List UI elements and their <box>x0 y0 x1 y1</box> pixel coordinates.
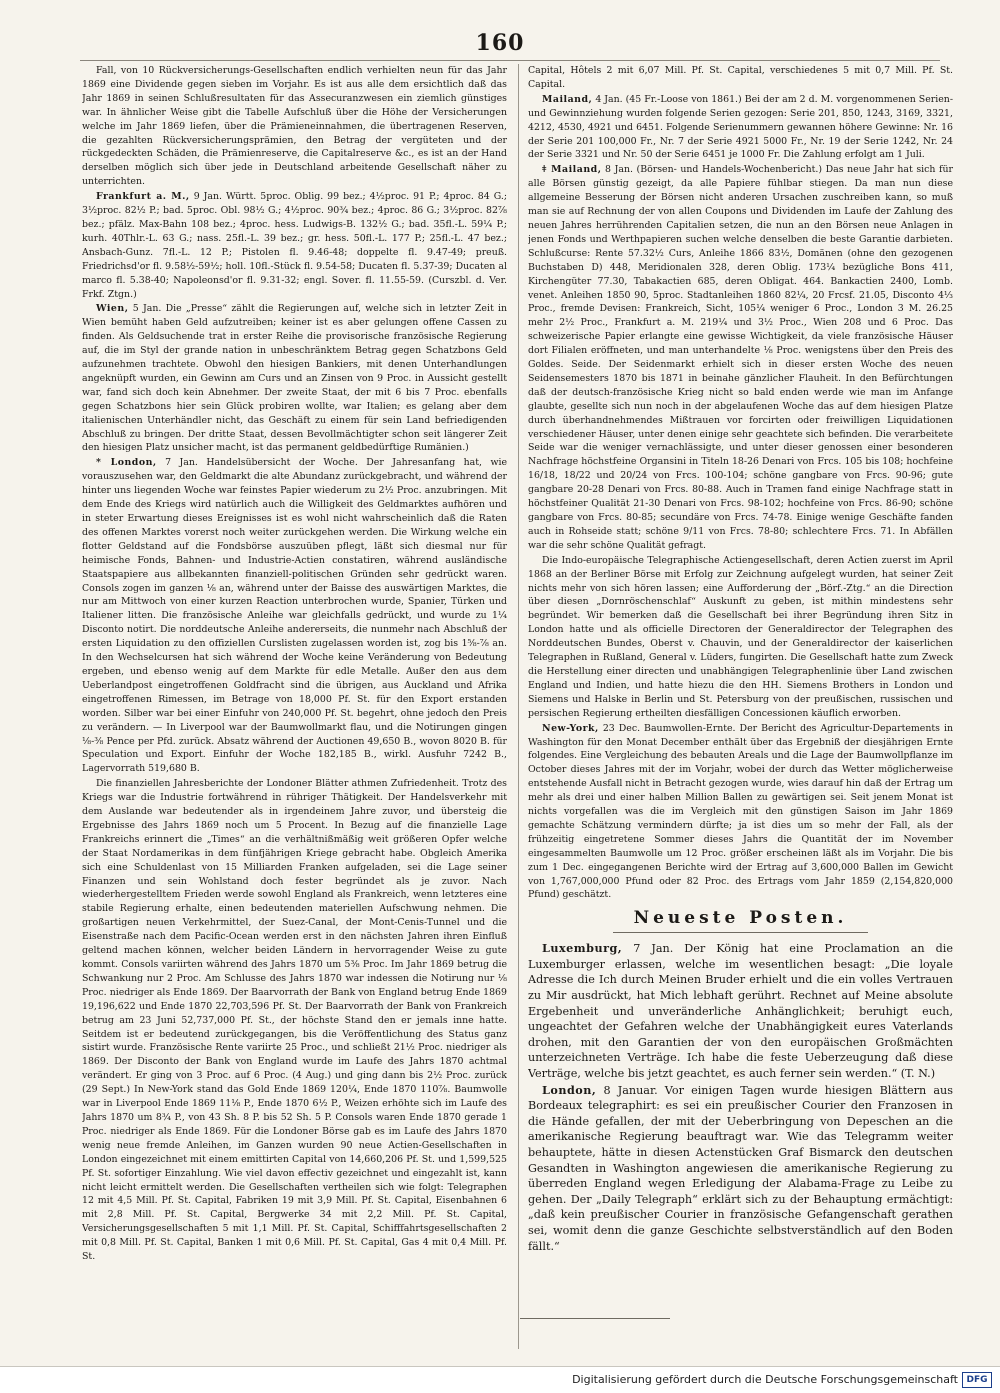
article-lead: ǂ Mailand, <box>542 164 602 176</box>
article-text: Capital, Hôtels 2 mit 6,07 Mill. Pf. St. Capital, verschiedenes 5 mit 0,7 Mill. Pf. St. Capital. <box>528 65 953 90</box>
article-paragraph <box>528 163 953 552</box>
article-text: 9 Jan. Württ. 5proc. Oblig. 99 bez.; 4½proc. 91 P.; 4proc. 84 G.; 3½proc. 82½ P.; bad. 5proc. Obl. 98½ G.; 4½proc. 90¾ bez.; 4proc. 86 G.; 3½proc. 82⅞ bez.; pfälz. Max-Bahn 108 bez.; 4proc. hess. Ludwigs-B. 132½ G.; bad. 35fl.-L. 59¼ P.; kurh. 40Thlr.-L. 63 G.; nass. 25fl.-L. 39 bez.; gr. hess. 50fl.-L. 177 P.; 25fl.-L. 47 bez.; Ansbach-Gunz. 7fl.-L. 12 P.; Pistolen fl. 9.46-48; doppelte fl. 9.47-49; preuß. Friedrichsd'or fl. 9.58½-59½; holl. 10fl.-Stück fl. 9.54-58; Ducaten fl. 5.37-39; Ducaten al marco fl. 5.38-40; Napoleonsd'or fl. 9.31-32; engl. Sover. fl. 11.55-59. (Curszbl. d. Ver. Frkf. Ztgn.) <box>82 191 507 300</box>
section-heading-text: Neueste Posten. <box>633 908 848 929</box>
news-paragraph <box>528 941 953 1081</box>
footer-credit: Digitalisierung gefördert durch die Deutsche Forschungsgemeinschaft <box>572 1373 958 1386</box>
article-paragraph <box>528 93 953 163</box>
article-paragraph <box>82 302 507 455</box>
news-lead: Luxemburg, <box>542 941 623 956</box>
article-paragraph <box>528 554 953 721</box>
article-lead: Frankfurt a. M., <box>96 191 190 203</box>
section-heading <box>528 908 953 933</box>
article-text: Die finanziellen Jahresberichte der Londoner Blätter athmen Zufriedenheit. Trotz des Kriegs war die Industrie fortwährend in rühriger Thätigkeit. Der Handelsverkehr mit dem Auslande war bedeutender als in irgendeinem Jahre zuvor, und übersteig die Ergebnisse des Jahrs 1869 noch um 5 Procent. In Bezug auf die finanzielle Lage Frankreichs erinnert die „Times“ an die verhältnißmäßig weit größeren Opfer welche der Staat Nordamerikas in dem fünfjährigen Kriege gebracht habe. Obgleich Amerika sich eine Schuldenlast von 15 Milliarden Franken aufgeladen, sei die Lage seiner Finanzen und sein Wohlstand doch fester begründet als je zuvor. Nach wiederhergestelltem Frieden werde sowohl England als Frankreich, wenn letzteres eine stabile Regierung erhalte, einen bedeutenden materiellen Aufschwung nehmen. Die großartigen neuen Verkehrmittel, der Suez-Canal, der Mont-Cenis-Tunnel und die Eisenstraße nach dem Pacific-Ocean werden erst in den nächsten Jahren ihren Einfluß geltend machen können, welcher beiden Ländern in hervorragender Weise zu gute kommt. Consols variirten während des Jahrs 1870 um 5⅜ Proc. Im Jahr 1869 betrug die Schwankung nur 2 Proc. Am Schlusse des Jahrs 1870 war indessen die Notirung nur ⅛ Proc. niedriger als Ende 1869. Der Baarvorrath der Bank von England betrug Ende 1869 19,196,622 und Ende 1870 22,703,596 Pf. St. Der Baarvorrath der Bank von Frankreich betrug am 23 Juni 52,737,000 Pf. St., der höchste Stand den er jemals inne hatte. Seitdem ist er bedeutend zurückgegangen, bis die Veröffentlichung des Status ganz sistirt wurde. Französische Rente variirte 25 Proc., und schließt 21½ Proc. niedriger als 1869. Der Disconto der Bank von England wurde im Laufe des Jahrs 1870 achtmal verändert. Er ging von 3 Proc. auf 6 Proc. (4 Aug.) und ging dann bis 2½ Proc. zurück (29 Sept.) In New-York stand das Gold Ende 1869 120¼, Ende 1870 110⅞. Baumwolle war in Liverpool Ende 1869 11⅛ P., Ende 1870 6½ P., Weizen erhöhte sich im Laufe des Jahrs 1870 um 8¾ P., von 43 Sh. 8 P. bis 52 Sh. 5 P. Consols waren Ende 1870 gerade 1 Proc. niedriger als Ende 1869. Für die Londoner Börse gab es im Laufe des Jahrs 1870 wenig neue fremde Anleihen, im Ganzen wurden 90 neue Actien-Gesellschaften in London eingezeichnet mit einem emittirten Capital von 14,660,206 Pf. St. und 1,599,525 Pf. St. sofortiger Einzahlung. Wie viel davon effectiv gezeichnet und eingezahlt ist, kann nicht leicht ermittelt werden. Die Gesellschaften vertheilen sich wie folgt: Telegraphen 12 mit 4,5 Mill. Pf. St. Capital, Fabriken 19 mit 3,9 Mill. Pf. St. Capital, Eisenbahnen 6 mit 2,8 Mill. Pf. St. Capital, Bergwerke 34 mit 2,2 Mill. Pf. St. Capital, Versicherungsgesellschaften 5 mit 1,1 Mill. Pf. St. Capital, Schifffahrtsgesellschaften 2 mit 0,8 Mill. Pf. St. Capital, Banken 1 mit 0,6 Mill. Pf. St. Capital, Gas 4 mit 0,4 Mill. Pf. St. <box>82 778 507 1263</box>
footer-bar <box>0 1366 1000 1393</box>
news-text: 7 Jan. Der König hat eine Proclamation an die Luxemburger erlassen, welche im wesentlichen besagt: „Die loyale Adresse die Ich durch Meinen Bruder erhielt und die ein volles Vertrauen zu Mir ausdrückt, hat Mich lebhaft gerührt. Rechnet auf Meine absolute Ergebenheit und unveränderliche Anhänglichkeit; beruhigt euch, ungeachtet der Gefahren welche der Unabhängigkeit eures Vaterlands drohen, mit den Garantien der von den europäischen Großmächten unterzeichneten Verträge. Ich habe die feste Ueberzeugung daß diese Verträge, welche bis jetzt geachtet, es auch ferner sein werden.“ (T. N.) <box>528 942 953 1081</box>
article-text: Die Indo-europäische Telegraphische Actiengesellschaft, deren Actien zuerst im April 1868 an der Berliner Börse mit Erfolg zur Zeichnung aufgelegt wurden, hat seiner Zeit nichts mehr von sich hören lassen; eine Aufforderung der „Börf.-Ztg.“ an die Direction über diesen „Dornröschenschlaf“ Auskunft zu geben, ist mithin mindestens sehr begründet. Wir bemerken daß die Gesellschaft bei ihrer Begründung ihren Sitz in London hatte und als officielle Directoren der Generaldirector der Telegraphen des Norddeutschen Bundes, Oberst v. Chauvin, und der Generaldirector der kaiserlichen Telegraphen in Rußland, General v. Lüders, fungirten. Die Gesellschaft hatte zum Zweck die Herstellung einer directen und unabhängigen Telegraphenlinie über Land zwischen England und Indien, und hatte hiezu die den HH. Siemens Brothers in London und Siemens und Halske in Berlin und St. Petersburg von der preußischen, russischen und persischen Regierung ertheilten diesfälligen Concessionen käuflich erworben. <box>528 554 953 719</box>
end-rule <box>520 1318 670 1319</box>
article-lead: * London, <box>96 457 157 469</box>
article-text: 5 Jan. Die „Presse“ zählt die Regierungen auf, welche sich in letzter Zeit in Wien bemüht haben Geld aufzutreiben; keiner ist es aber gelungen offene Cassen zu finden. Als Geldsuchende trat in erster Reihe die provisorische französische Regierung auf, die im Styl der grande nation in unbeschränktem Betrag gegen Schatzbons Geld aufzunehmen trachtete. Obwohl den hiesigen Bankiers, mit denen Unterhandlungen angeknüpft wurden, ein Gewinn am Curs und an Zinsen von 9 Proc. in Aussicht gestellt war, fand sich doch kein Abnehmer. Der zweite Staat, der mit 6 bis 7 Proc. ebenfalls gegen Schatzbons hier sein Glück probiren wollte, war Italien; es gelang aber dem italienischen Unterhändler nicht, das Geschäft zu einem für sein Land befriedigenden Abschluß zu bringen. Der dritte Staat, dessen Bevollmächtigter schon seit längerer Zeit den hiesigen Platz unsicher macht, ist das permanent geldbedürftige Rumänien.) <box>82 303 507 454</box>
article-paragraph <box>82 456 507 776</box>
article-lead: Mailand, <box>542 93 593 105</box>
news-paragraph <box>528 1083 953 1255</box>
article-text: Fall, von 10 Rückversicherungs-Gesellschaften endlich verhielten neun für das Jahr 1869 eine Dividende gegen sieben im Vorjahr. Es ist aus alle dem ersichtlich daß das Jahr 1869 in seinen Schlußresultaten für das Assecuranzwesen ein ziemlich günstiges war. In ähnlicher Weise gibt die Tabelle Aufschluß über die Höhe der Versicherungen welche im Jahr 1869 liefen, über die Prämieneinnahmen, die übertragenen Reserven, die gezahlten Rückversicherungsprämien, den Betrag der vergüteten und der rückgedeckten Schäden, die Prämienreserve, die Capitalreserve &c., es ist an der Hand derselben möglich sich über jede in Deutschland arbeitende Gesellschaft näher zu unterrichten. <box>82 65 507 188</box>
left-column <box>82 64 507 1349</box>
article-paragraph <box>82 64 507 189</box>
article-text: 23 Dec. Baumwollen-Ernte. Der Bericht des Agricultur-Departements in Washington für den Monat December enthält über das Ergebniß der diesjährigen Ernte folgendes. Eine Vergleichung des bebauten Areals und die Lage der Baumwollpflanze im October dieses Jahres mit der im Vorjahr, wobei der durch das Wetter möglicherweise entstehende Ausfall nicht in Betracht gezogen wurde, wies darauf hin daß der Ertrag um mehr als drei und einer halben Million Ballen zu gewärtigen sei. Seit jenem Monat ist nichts vorgefallen was die im Vergleich mit den günstigen Saison im Jahr 1869 gemachte Schätzung vermindern dürfte; ja ist dies um so mehr der Fall, als der frühzeitig eingetretene Sommer dieses Jahrs die Quantität der im November eingesammelten Baumwolle um 12 Proc. größer erscheinen läßt als im Vorjahr. Die bis zum 1 Dec. eingegangenen Berichte wird der Ertrag auf 3,600,000 Ballen im Gewicht von 1,767,000,000 Pfund oder 82 Proc. des Ertrags vom Jahr 1859 (2,154,820,000 Pfund) geschätzt. <box>528 722 953 901</box>
heading-rule <box>613 932 868 933</box>
right-column <box>528 64 953 1294</box>
article-lead: Wien, <box>96 303 129 315</box>
article-text: 4 Jan. (45 Fr.-Loose von 1861.) Bei der am 2 d. M. vorgenommenen Serien- und Gewinnziehung wurden folgende Serien gezogen: Serie 201, 850, 1243, 3169, 3321, 4212, 4530, 4921 und 6451. Folgende Serienummern gewannen höhere Gewinne: Nr. 16 der Serie 201 100,000 Fr., Nr. 7 der Serie 4921 5000 Fr., Nr. 19 der Serie 1242, Nr. 24 der Serie 3321 und Nr. 50 der Serie 6451 je 1000 Fr. Die Zahlung erfolgt am 1 Juli. <box>528 93 953 161</box>
column-divider <box>518 64 519 1349</box>
news-text: 8 Januar. Vor einigen Tagen wurde hiesigen Blättern aus Bordeaux telegraphirt: es sei ein preußischer Courier den Franzosen in die Hände gefallen, der mit der Ueberbringung von Depeschen an die amerikanische Regierung beauftragt war. Wie das Telegramm weiter behauptete, hätte in diesen Actenstücken Graf Bismarck den deutschen Gesandten in Washington angewiesen die amerikanische Regierung zu überreden England wegen Erledigung der Alabama-Frage zu Leibe zu gehen. Der „Daily Telegraph“ erklärt sich zu der Behauptung ermächtigt: „daß kein preußischer Courier in französische Gefangenschaft gerathen sei, womit denn die ganze Geschichte selbstverständlich auf den Boden fällt.“ <box>528 1083 953 1253</box>
news-lead: London, <box>542 1082 597 1097</box>
dfg-logo-icon: DFG <box>962 1372 992 1388</box>
article-paragraph <box>82 777 507 1264</box>
article-paragraph <box>528 722 953 903</box>
article-paragraph <box>82 190 507 301</box>
header-rule <box>80 60 940 61</box>
article-text: 7 Jan. Handelsübersicht der Woche. Der Jahresanfang hat, wie vorauszusehen war, den Geldmarkt die alte Abundanz zurückgebracht, und während der hinter uns liegenden Woche war feinstes Papier wiederum zu 2½ Proc. anzubringen. Mit dem Ende des Kriegs wird natürlich auch die Willigkeit des Geldmarktes aufhören und in steter Erwartung dieses Ereignisses ist es wohl nicht wahrscheinlich daß die Raten des offenen Marktes vorerst noch weiter zurückgehen werden. Die Wirkung welche ein flotter Geldstand auf die Fondsbörse auszuüben pflegt, läßt sich diesmal nur für heimische Fonds, Bahnen- und Industrie-Actien constatiren, während ausländische Staatspapiere aus allbekannten finanziell-politischen Gründen sehr gedrückt waren. Consols zogen im ganzen ⅛ an, während unter der Baisse des auswärtigen Marktes, die nur am Mittwoch von einer kurzen Reaction unterbrochen wurde, Spanier, Türken und Italiener litten. Die französische Anleihe war gleichfalls gedrückt, und wurde zu 1¼ Disconto notirt. Die norddeutsche Anleihe andererseits, die nunmehr nach Abschluß der ersten Liquidation zu den offiziellen Curslisten zugelassen worden ist, zog bis 1⅝-⅞ an. In den Wechselcursen hat sich während der Woche keine Veränderung von Bedeutung ergeben, und ebenso wenig auf dem Markte für edle Metalle. Außer den aus dem Ueberlandpost eingetroffenen Goldfracht sind die übrigen, aus Auckland und Afrika eingetroffenen Rimessen, im Betrage von 18,000 Pf. St. für den Export erstanden worden. Silber war bei einer Einfuhr von 240,000 Pf. St. begehrt, ohne jedoch den Preis zu verändern. — In Liverpool war der Baumwollmarkt flau, und die Notirungen gingen ⅛-⅜ Pence per Pfd. zurück. Absatz während der Auctionen 49,650 B., wovon 8020 B. für Speculation und Export. Einfuhr der Woche 182,185 B., wirkl. Ausfuhr 7242 B., Lagervorrath 519,680 B. <box>82 457 507 775</box>
article-lead: New-York, <box>542 722 599 734</box>
article-text: 8 Jan. (Börsen- und Handels-Wochenbericht.) Das neue Jahr hat sich für alle Börsen günstig gezeigt, da alle Papiere fühlbar stiegen. Da man nun diese allgemeine Besserung der Börsen nicht anderen Ursachen zuschreiben kann, so muß man sie auf Rechnung der von allen Coupons und Dividenden im Laufe der Zahlung des neuen Jahres herrührenden Capitalien setzen, die nun an den Börsen neue Anlagen in jenen Fonds und Werthpapieren suchen welche denselben die beste Garantie darbieten. Schlußcurse: Rente 57.32½ Curs, Anleihe 1866 83½, Domänen (ohne den gezogenen Buchstaben D) 448, Meridionalen 328, deren Oblig. 173¼ bezügliche Bons 411, Kirchengüter 77.30, Tabakactien 685, deren Obligat. 464. Bankactien 2400, Lomb. venet. Anleihen 1850 90, 5proc. Stadtanleihen 1860 82¼, 20 Frcsf. 21.05, Disconto 4⅓ Proc., fremde Devisen: Frankreich, Sicht, 105¼ weniger 6 Proc., London 3 M. 26.25 mehr 2½ Proc., Frankfurt a. M. 219¼ und 3½ Proc., Wien 208 und 6 Proc. Das schweizerische Papier erlangte eine gewisse Wichtigkeit, da viele französische Häuser dort Filialen eröffneten, und man unterhandelte ⅛ Proc. wenigstens über den Preis des Goldes. Seide. Der Seidenmarkt erhielt sich in dieser ersten Woche des neuen Seidensemesters 1870 bis 1871 in beinahe gänzlicher Flauheit. In den Befürchtungen daß der deutsch-französische Krieg nicht so bald enden werde wie man im Anfange glaubte, gesellte sich nun noch in der abgelaufenen Woche das auf dem hiesigen Platze durch überhandnehmendes Mißtrauen vor forcirten oder freiwilligen Liquidationen verschiedener Häuser, unter denen einige sehr geachtete sich befinden. Die verarbeitete Seide war die weniger vernachlässigte, und unter dieser genossen einer besonderen Nachfrage höchstfeine Organsini in Titeln 18-26 Denari von Frcs. 105 bis 108; hochfeine 16/18, 18/22 und 20/24 von Frcs. 100-104; schöne gangbare von Frcs. 90-96; gute gangbare 20-28 Denari von Frcs. 80-88. Auch in Tramen fand einige Nachfrage statt in höchstfeiner Qualität 21-30 Denari von Frcs. 98-102; hochfeine von Frcs. 86-90; schöne gangbare von Frcs. 80-85; secundäre von Frcs. 74-78. Einige wenige Geschäfte fanden auch in Rohseide statt; schöne 9/11 von Frcs. 78-80; schlechtere Frcs. 71. In Abfällen war die sehr schöne Qualität gefragt. <box>528 164 953 551</box>
news-block <box>528 941 953 1254</box>
page-number: 160 <box>475 30 525 56</box>
article-paragraph <box>528 64 953 92</box>
